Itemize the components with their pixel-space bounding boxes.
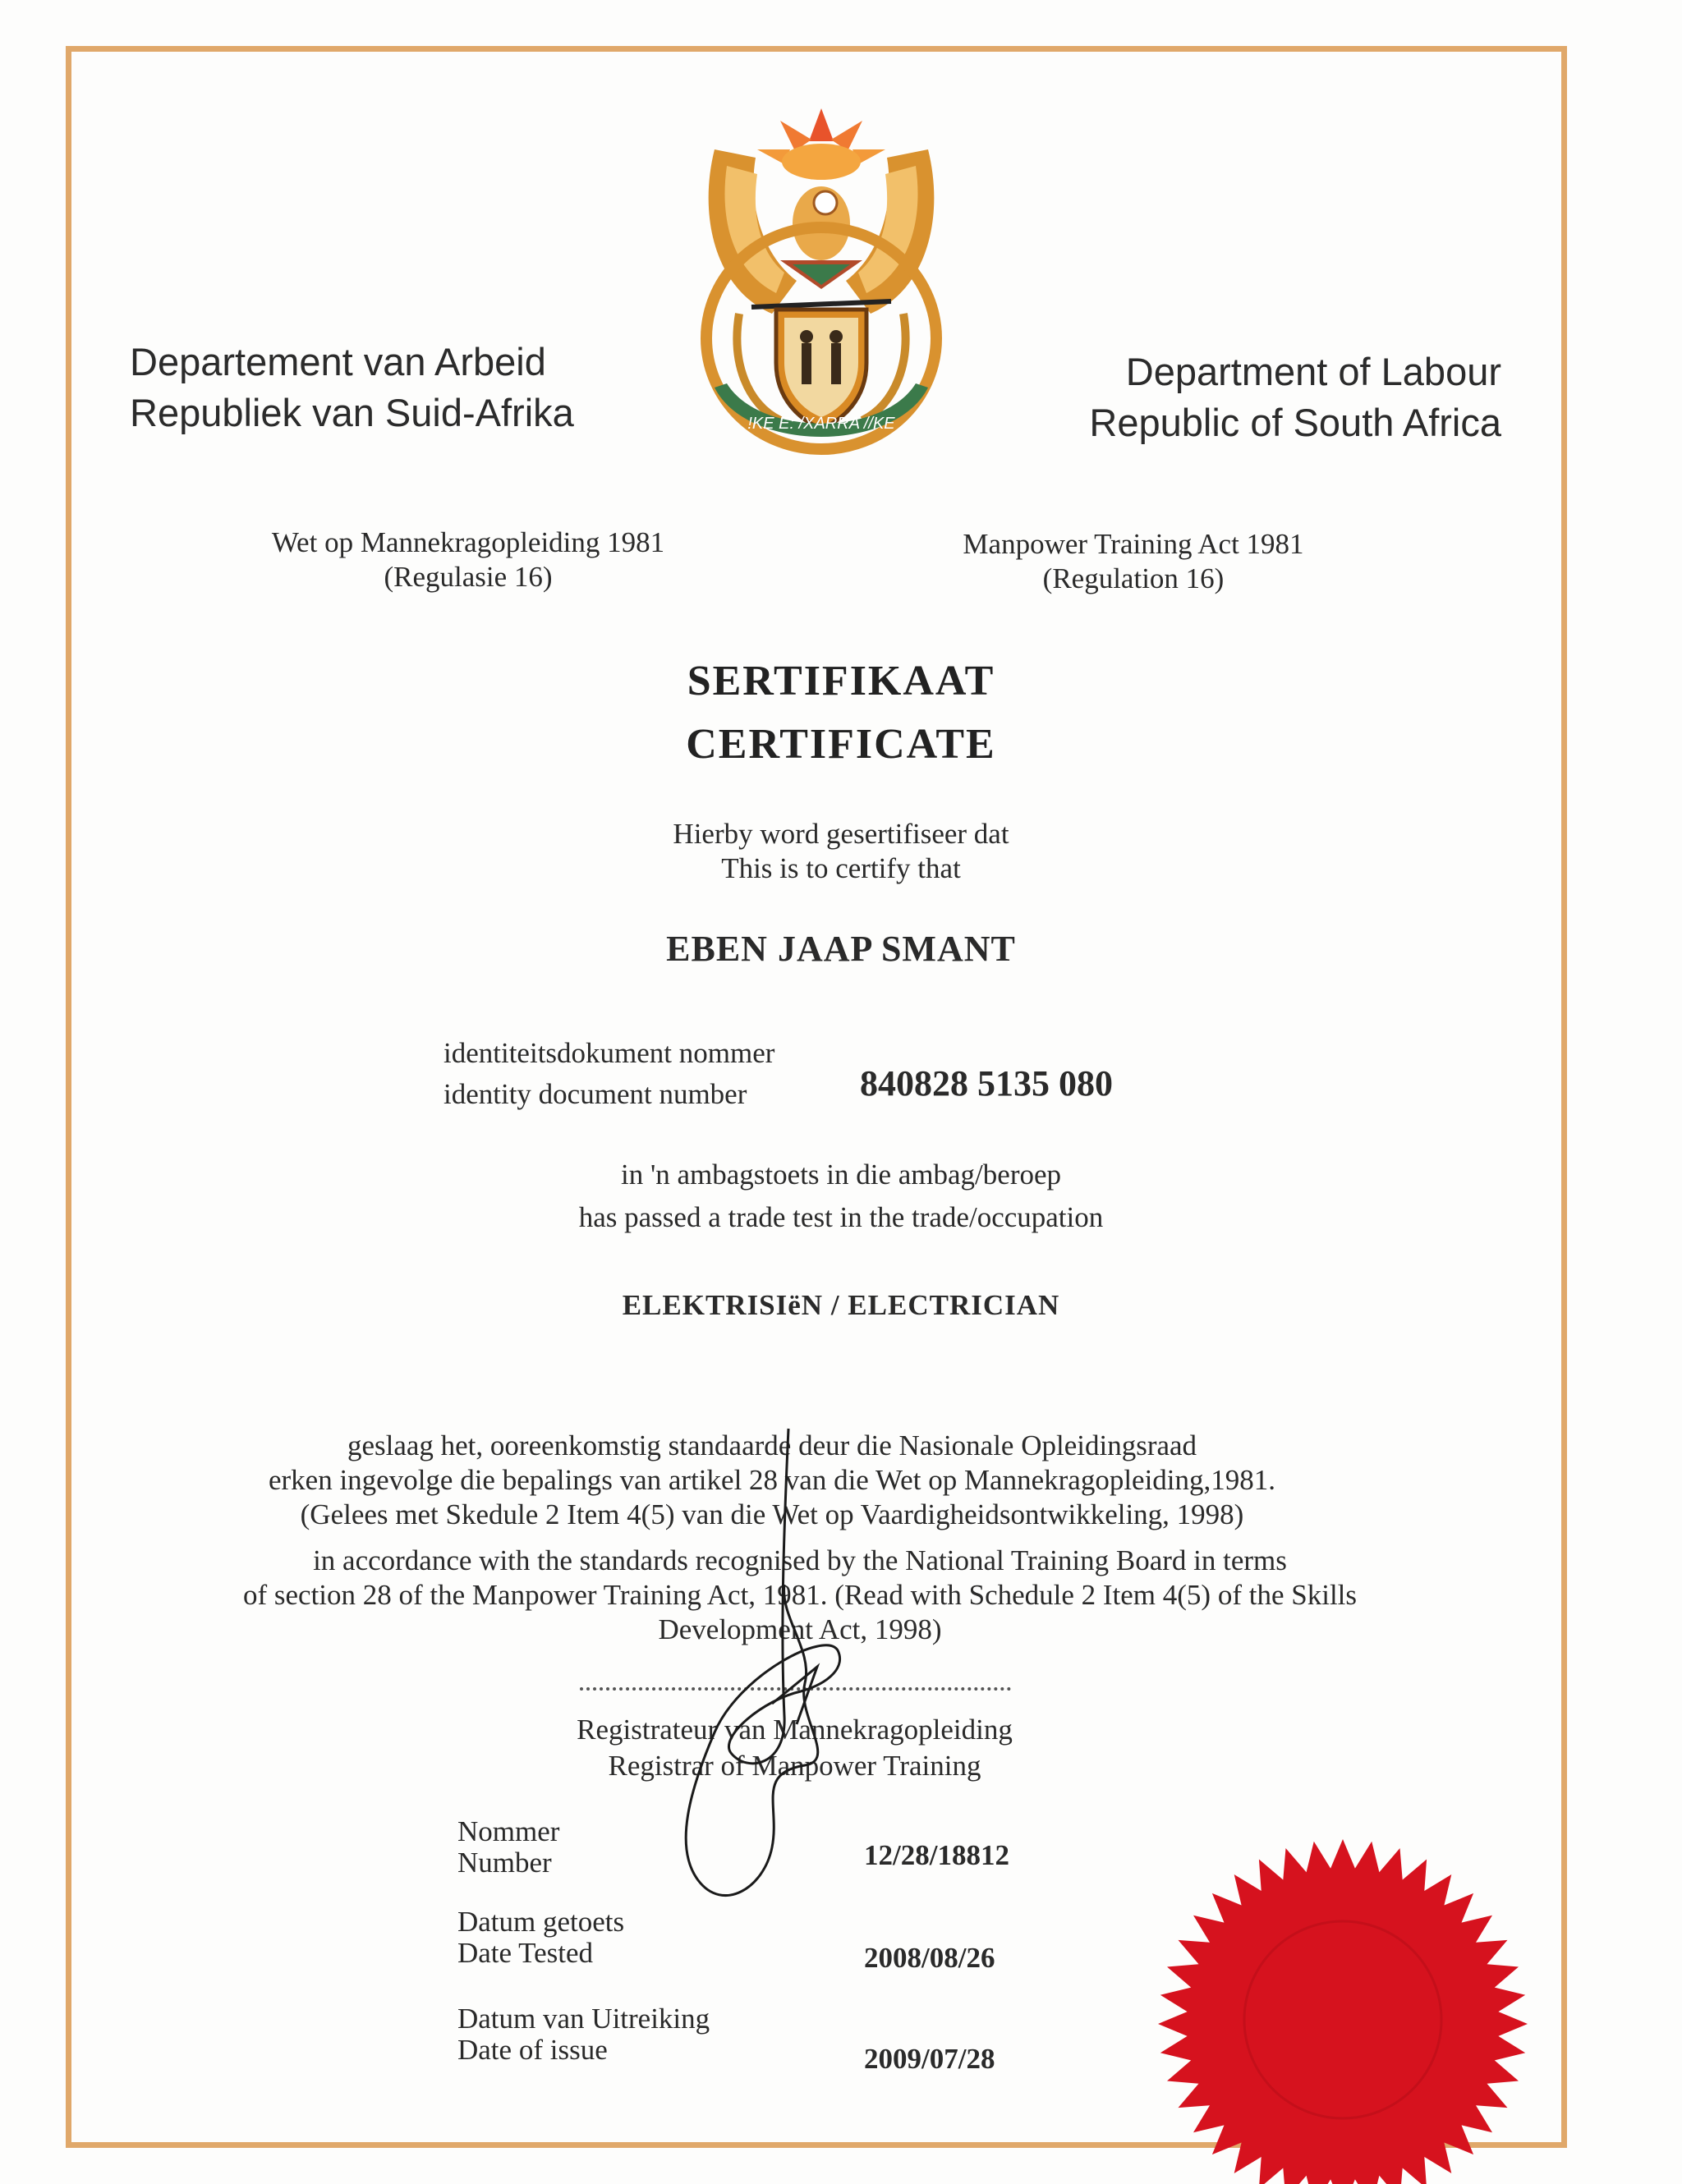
trade-intro: [0, 1154, 1682, 1239]
id-labels: [443, 1033, 774, 1115]
act-english: [936, 527, 1330, 596]
body-en-line2: of section 28 of the Manpower Training Act, 1981. (Read with Schedule 2 Item 4(5) of the Skills: [242, 1579, 1358, 1611]
act-afrikaans: [246, 525, 690, 594]
number-label-af: Nommer: [457, 1815, 560, 1847]
title-afrikaans: SERTIFIKAAT: [687, 658, 995, 704]
handwritten-signature: [641, 1420, 887, 1929]
act-af-line1: Wet op Mannekragopleiding 1981: [271, 526, 665, 558]
issuer-afrikaans: [130, 337, 574, 438]
body-af-line2: erken ingevolge die bepalings van artikel 28 van die Wet op Mannekragopleiding,1981.: [268, 1464, 1276, 1496]
trade-intro-af: in 'n ambagstoets in die ambag/beroep: [620, 1159, 1062, 1191]
date-tested-value: 2008/08/26: [864, 1942, 995, 1974]
body-af-line1: geslaag het, ooreenkomstig standaarde deur die Nasionale Opleidingsraad: [347, 1429, 1197, 1461]
body-af-line3: (Gelees met Skedule 2 Item 4(5) van die Wet op Vaardigheidsontwikkeling, 1998): [300, 1498, 1244, 1530]
date-issue-label: [457, 2003, 710, 2066]
issuer-en-line1: Department of Labour: [1125, 350, 1501, 393]
issuer-english: [1035, 346, 1501, 448]
date-tested-label-af: Datum getoets: [457, 1906, 625, 1938]
number-label: [457, 1816, 559, 1879]
emblem-motto: !KE E: /XARRA //KE: [747, 415, 895, 433]
certify-en: This is to certify that: [721, 852, 961, 884]
body-en-line1: in accordance with the standards recognised by the National Training Board in terms: [313, 1544, 1287, 1576]
registrar-af: Registrateur van Mannekragopleiding: [577, 1714, 1013, 1746]
id-number: 840828 5135 080: [860, 1063, 1113, 1103]
registrar-en: Registrar of Manpower Training: [608, 1750, 981, 1782]
act-en-line1: Manpower Training Act 1981: [963, 528, 1304, 560]
holder-name: EBEN JAAP SMANT: [666, 929, 1016, 969]
issuer-af-line1: Departement van Arbeid: [130, 340, 546, 383]
body-en-line3: Development Act, 1998): [658, 1613, 942, 1645]
trade-name: ELEKTRISIëN / ELECTRICIAN: [622, 1289, 1060, 1321]
certificate-number: 12/28/18812: [864, 1839, 1009, 1871]
act-af-line2: (Regulasie 16): [384, 561, 553, 593]
id-label-af: identiteitsdokument nommer: [443, 1037, 775, 1069]
certify-af: Hierby word gesertifiseer dat: [673, 818, 1009, 850]
rising-sun-icon: [757, 108, 885, 180]
date-tested-label: [457, 1906, 624, 1969]
id-label-en: identity document number: [443, 1078, 747, 1110]
certify-statement: [0, 817, 1682, 886]
coat-of-arms-emblem: [682, 92, 961, 461]
number-label-en: Number: [457, 1847, 552, 1879]
title-english: CERTIFICATE: [686, 721, 996, 768]
date-issue-label-en: Date of issue: [457, 2034, 608, 2066]
red-seal-icon: [1146, 1839, 1532, 2184]
date-tested-label-en: Date Tested: [457, 1937, 594, 1969]
trade-intro-en: has passed a trade test in the trade/occupation: [578, 1201, 1104, 1233]
date-issue-value: 2009/07/28: [864, 2043, 995, 2075]
act-en-line2: (Regulation 16): [1042, 562, 1225, 594]
issuer-af-line2: Republiek van Suid-Afrika: [130, 391, 574, 434]
date-issue-label-af: Datum van Uitreiking: [457, 2003, 710, 2035]
issuer-en-line2: Republic of South Africa: [1089, 401, 1501, 444]
